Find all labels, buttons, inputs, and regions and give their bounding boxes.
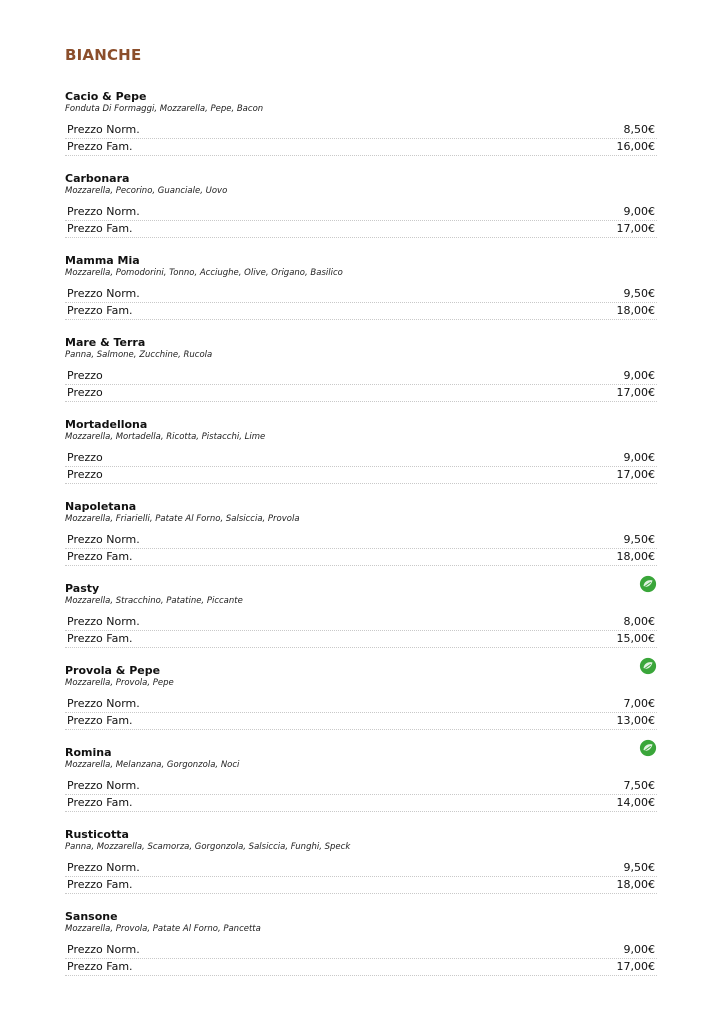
price-value: 7,50€ <box>623 778 655 792</box>
item-name: Mamma Mia <box>65 254 140 267</box>
price-row <box>65 877 657 895</box>
price-value: 9,50€ <box>623 286 655 300</box>
price-label: Prezzo Norm. <box>67 204 140 218</box>
item-name: Mortadellona <box>65 418 148 431</box>
price-label: Prezzo <box>67 450 103 464</box>
price-label: Prezzo Fam. <box>67 140 133 153</box>
price-row <box>65 795 657 813</box>
item-description: Panna, Salmone, Zucchine, Rucola <box>65 350 213 360</box>
price-row <box>65 139 657 157</box>
item-description: Mozzarella, Stracchino, Patatine, Piccante <box>65 596 243 606</box>
price-row <box>65 203 657 221</box>
menu-item <box>65 335 657 417</box>
item-description: Panna, Mozzarella, Scamorza, Gorgonzola, Salsiccia, Funghi, Speck <box>65 842 351 852</box>
vegetarian-badge-icon <box>639 739 657 757</box>
price-label: Prezzo <box>67 468 103 481</box>
price-label: Prezzo Norm. <box>67 778 140 792</box>
price-value: 7,00€ <box>623 696 655 710</box>
price-row <box>65 121 657 139</box>
price-row <box>65 285 657 303</box>
item-description: Mozzarella, Provola, Pepe <box>65 678 174 688</box>
menu-item <box>65 499 657 581</box>
section-title: BIANCHE <box>65 46 142 64</box>
price-list <box>65 203 657 238</box>
menu-item <box>65 745 657 827</box>
price-list <box>65 531 657 566</box>
price-value: 17,00€ <box>616 222 655 235</box>
price-list <box>65 121 657 156</box>
price-value: 8,50€ <box>623 122 655 136</box>
price-label: Prezzo <box>67 368 103 382</box>
price-value: 18,00€ <box>616 304 655 317</box>
item-name: Romina <box>65 746 112 759</box>
vegetarian-badge-icon <box>639 575 657 593</box>
price-value: 17,00€ <box>616 960 655 973</box>
price-list <box>65 777 657 812</box>
menu-item <box>65 909 657 991</box>
item-name: Sansone <box>65 910 118 923</box>
price-row <box>65 695 657 713</box>
price-value: 9,00€ <box>623 942 655 956</box>
menu-item <box>65 417 657 499</box>
price-row <box>65 777 657 795</box>
price-value: 18,00€ <box>616 550 655 563</box>
price-row <box>65 859 657 877</box>
price-list <box>65 285 657 320</box>
price-label: Prezzo Norm. <box>67 860 140 874</box>
item-description: Mozzarella, Provola, Patate Al Forno, Pancetta <box>65 924 261 934</box>
price-label: Prezzo Fam. <box>67 960 133 973</box>
price-value: 8,00€ <box>623 614 655 628</box>
menu-item <box>65 89 657 171</box>
price-label: Prezzo Norm. <box>67 532 140 546</box>
price-value: 18,00€ <box>616 878 655 891</box>
price-label: Prezzo Fam. <box>67 222 133 235</box>
price-value: 17,00€ <box>616 386 655 399</box>
price-row <box>65 959 657 977</box>
price-value: 9,00€ <box>623 450 655 464</box>
price-value: 14,00€ <box>616 796 655 809</box>
price-row <box>65 385 657 403</box>
price-row <box>65 467 657 485</box>
price-row <box>65 549 657 567</box>
price-label: Prezzo Norm. <box>67 696 140 710</box>
price-value: 17,00€ <box>616 468 655 481</box>
price-label: Prezzo Fam. <box>67 878 133 891</box>
item-description: Mozzarella, Melanzana, Gorgonzola, Noci <box>65 760 240 770</box>
menu-page <box>65 46 657 991</box>
vegetarian-badge-icon <box>639 657 657 675</box>
menu-item-list <box>65 89 657 991</box>
price-label: Prezzo Norm. <box>67 614 140 628</box>
price-value: 13,00€ <box>616 714 655 727</box>
item-name: Pasty <box>65 582 100 595</box>
price-row <box>65 713 657 731</box>
item-name: Cacio & Pepe <box>65 90 147 103</box>
price-row <box>65 531 657 549</box>
price-value: 16,00€ <box>616 140 655 153</box>
item-name: Provola & Pepe <box>65 664 161 677</box>
price-value: 9,50€ <box>623 860 655 874</box>
price-list <box>65 367 657 402</box>
price-value: 9,00€ <box>623 368 655 382</box>
item-name: Rusticotta <box>65 828 129 841</box>
price-label: Prezzo Norm. <box>67 286 140 300</box>
item-name: Carbonara <box>65 172 130 185</box>
price-row <box>65 941 657 959</box>
price-list <box>65 695 657 730</box>
item-description: Mozzarella, Pomodorini, Tonno, Acciughe, Olive, Origano, Basilico <box>65 268 343 278</box>
price-label: Prezzo Norm. <box>67 942 140 956</box>
item-description: Mozzarella, Mortadella, Ricotta, Pistacchi, Lime <box>65 432 266 442</box>
price-label: Prezzo Fam. <box>67 796 133 809</box>
price-label: Prezzo Norm. <box>67 122 140 136</box>
price-list <box>65 613 657 648</box>
item-name: Napoletana <box>65 500 137 513</box>
price-label: Prezzo Fam. <box>67 304 133 317</box>
price-list <box>65 449 657 484</box>
item-description: Mozzarella, Friarielli, Patate Al Forno, Salsiccia, Provola <box>65 514 300 524</box>
item-description: Mozzarella, Pecorino, Guanciale, Uovo <box>65 186 228 196</box>
price-list <box>65 859 657 894</box>
price-value: 9,50€ <box>623 532 655 546</box>
price-value: 15,00€ <box>616 632 655 645</box>
menu-item <box>65 581 657 663</box>
menu-item <box>65 253 657 335</box>
price-row <box>65 221 657 239</box>
price-row <box>65 449 657 467</box>
item-name: Mare & Terra <box>65 336 146 349</box>
price-list <box>65 941 657 976</box>
price-row <box>65 613 657 631</box>
menu-item <box>65 827 657 909</box>
price-label: Prezzo Fam. <box>67 550 133 563</box>
menu-item <box>65 171 657 253</box>
price-label: Prezzo Fam. <box>67 714 133 727</box>
price-row <box>65 303 657 321</box>
price-value: 9,00€ <box>623 204 655 218</box>
item-description: Fonduta Di Formaggi, Mozzarella, Pepe, Bacon <box>65 104 264 114</box>
price-row <box>65 367 657 385</box>
menu-item <box>65 663 657 745</box>
price-label: Prezzo <box>67 386 103 399</box>
price-row <box>65 631 657 649</box>
price-label: Prezzo Fam. <box>67 632 133 645</box>
